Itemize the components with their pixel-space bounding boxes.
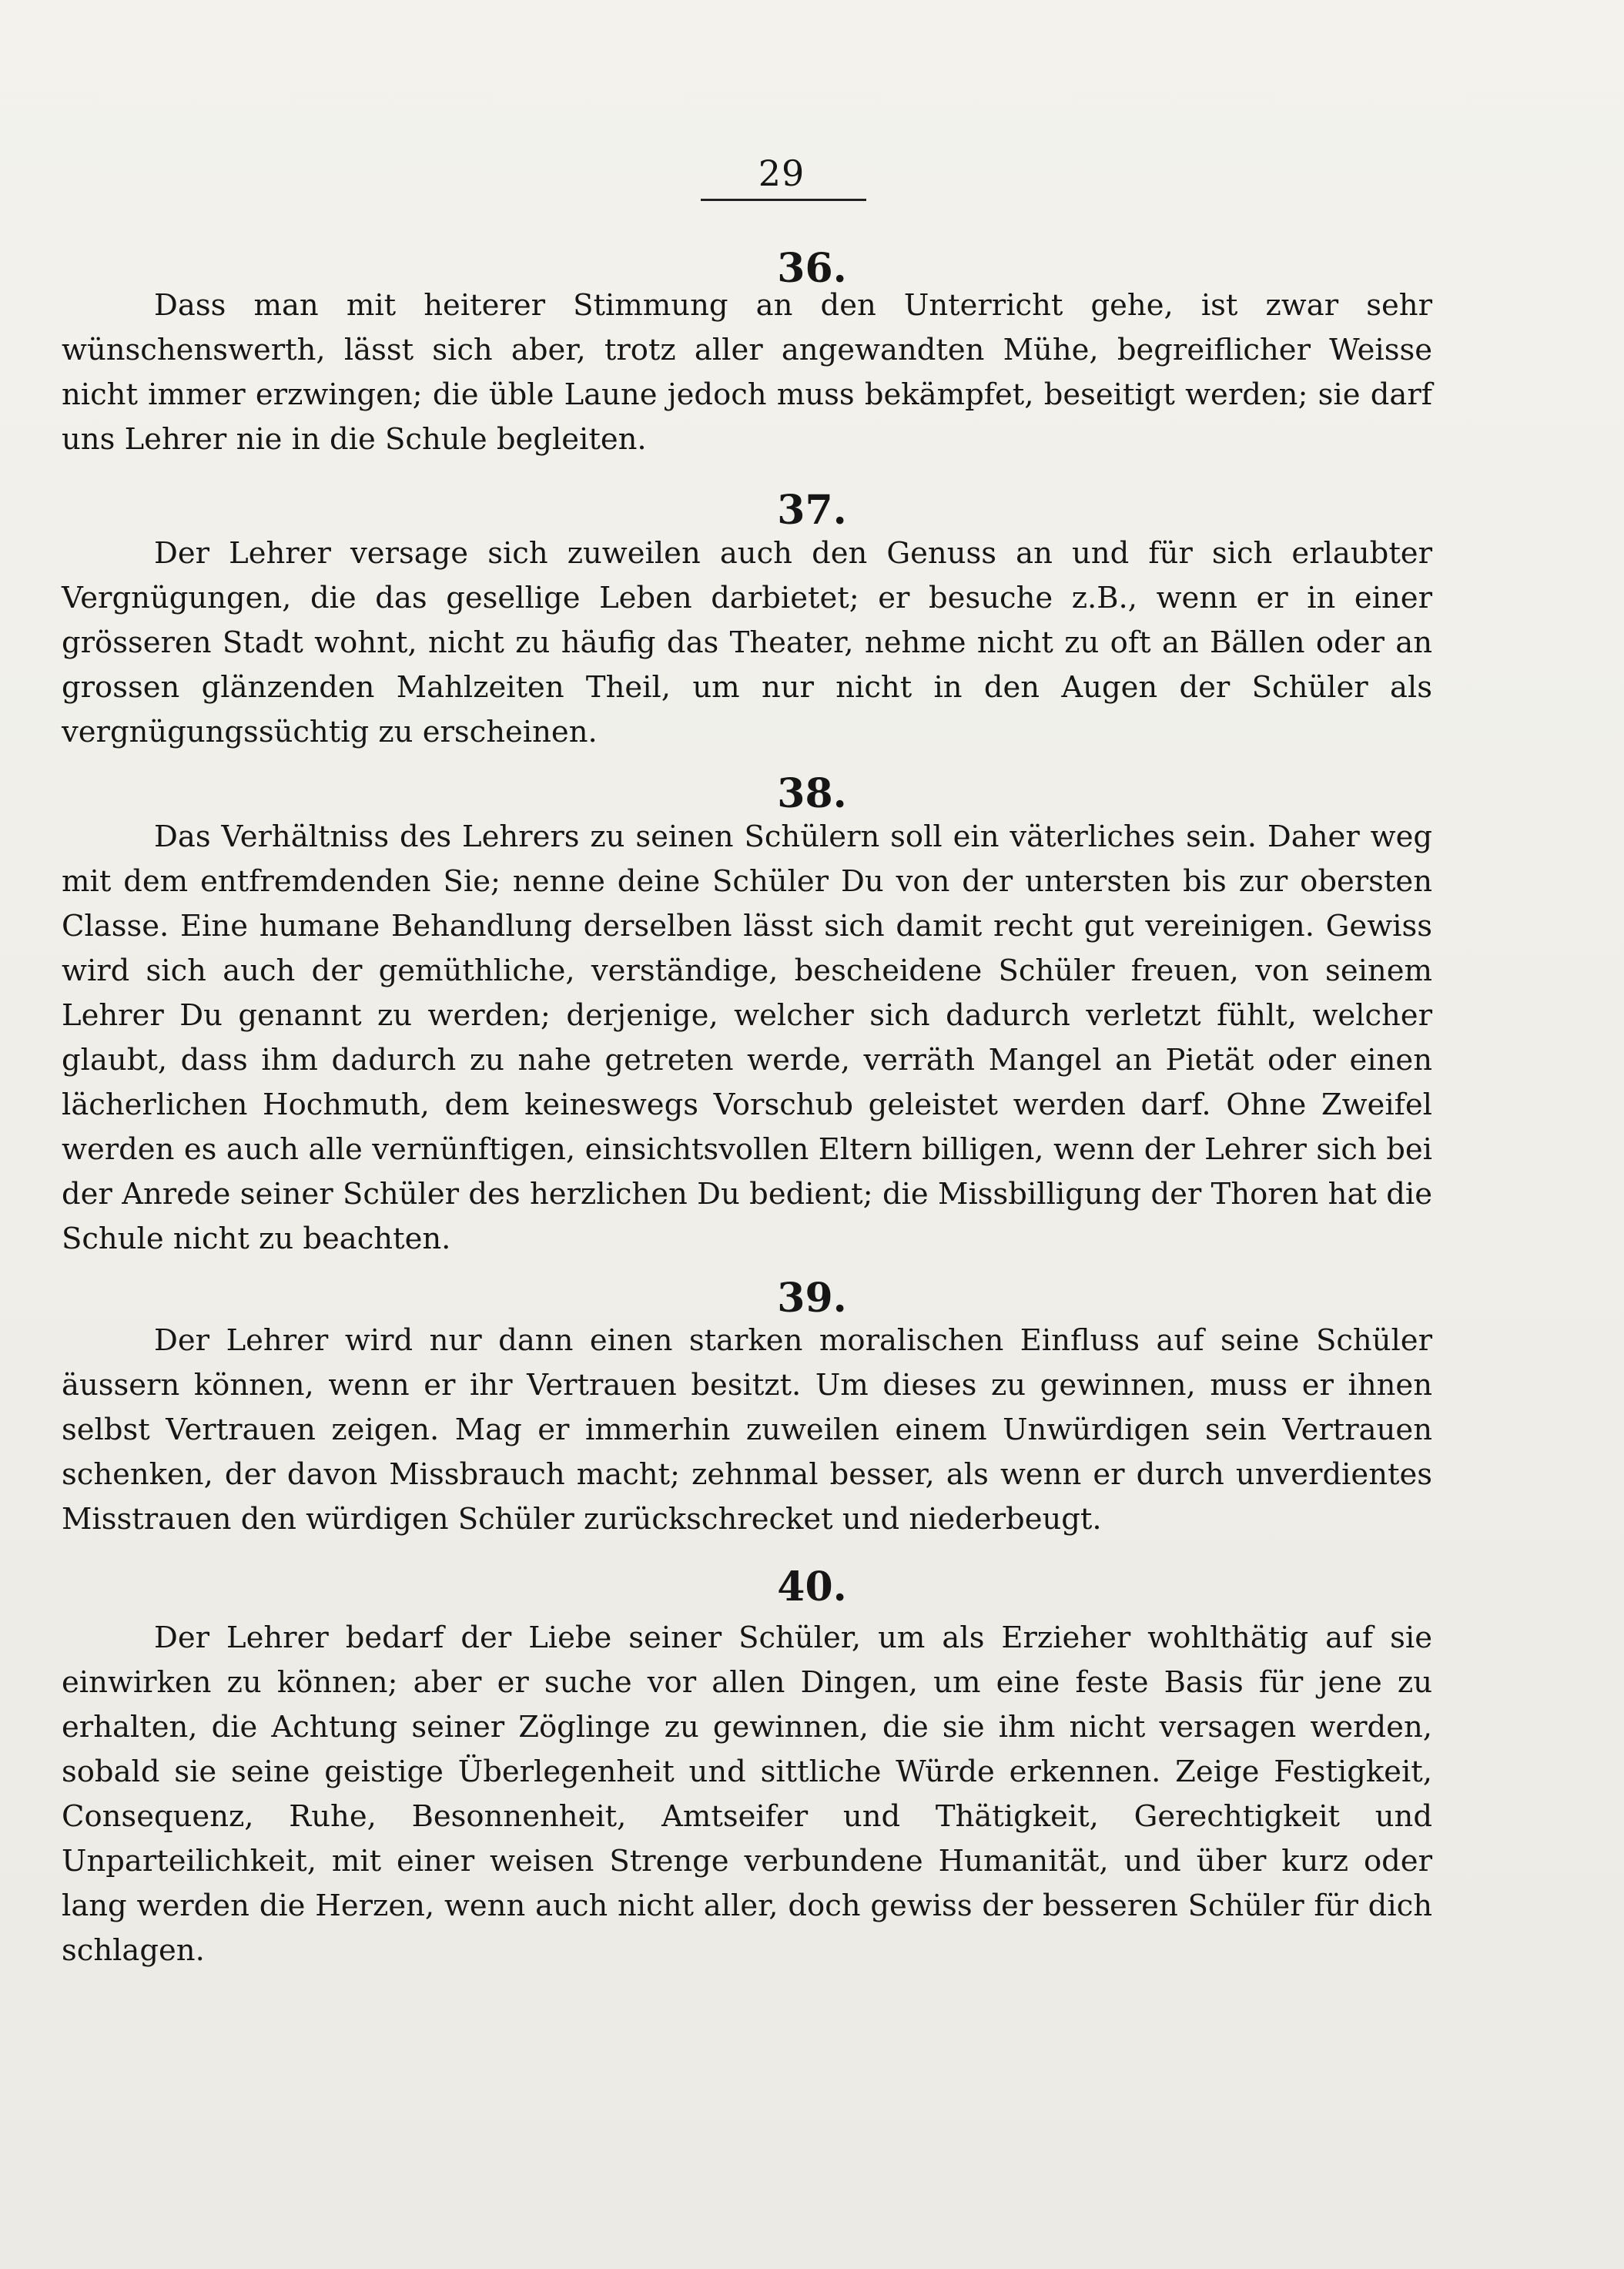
section-text-37: Der Lehrer versage sich zuweilen auch den Genuss an und für sich erlaubter Vergnügungen, die das gesellige Leben darbietet; er besuche z.B., wenn er in einer grösseren Stadt wohnt, nicht zu häufig das Theater, nehme nicht zu oft an Bällen oder an grossen glänzenden Mahlzeiten Theil, um nur nicht in den Augen der Schüler als vergnügungssüchtig zu erscheinen. — [62, 536, 1432, 749]
page-number: 29 — [758, 152, 805, 194]
section-text-39: Der Lehrer wird nur dann einen starken moralischen Einfluss auf seine Schüler äussern können, wenn er ihr Vertrauen besitzt. Um dieses zu gewinnen, muss er ihnen selbst Vertrauen zeigen. Mag er immerhin zuweilen einem Unwürdigen sein Vertrauen schenken, der davon Missbrauch macht; zehnmal besser, als wenn er durch unverdientes Misstrauen den würdigen Schüler zurückschrecket und niederbeugt. — [62, 1323, 1432, 1537]
section-number-36: 36. — [777, 245, 847, 292]
header-rule — [701, 199, 866, 201]
section-number-39: 39. — [777, 1275, 847, 1322]
section-number-37: 37. — [777, 487, 847, 534]
section-text-36: Dass man mit heiterer Stimmung an den Unterricht gehe, ist zwar sehr wünschenswerth, lässt sich aber, trotz aller angewandten Mühe, begreiflicher Weisse nicht immer erzwingen; die üble Laune jedoch muss bekämpfet, beseitigt werden; sie darf uns Lehrer nie in die Schule begleiten. — [62, 288, 1432, 457]
section-number-38: 38. — [777, 770, 847, 817]
section-number-40: 40. — [777, 1563, 847, 1610]
section-text-38: Das Verhältniss des Lehrers zu seinen Schülern soll ein väterliches sein. Daher weg mit dem entfremdenden Sie; nenne deine Schüler Du von der untersten bis zur obersten Classe. Eine humane Behandlung derselben lässt sich damit recht gut vereinigen. Gewiss wird sich auch der gemüthliche, verständige, bescheidene Schüler freuen, von seinem Lehrer Du genannt zu werden; derjenige, welcher sich dadurch verletzt fühlt, welcher glaubt, dass ihm dadurch zu nahe getreten werde, verräth Mangel an Pietät oder einen lächerlichen Hochmuth, dem keineswegs Vorschub geleistet werden darf. Ohne Zweifel werden es auch alle vernünftigen, einsichtsvollen Eltern billigen, wenn der Lehrer sich bei der Anrede seiner Schüler des herzlichen Du bedient; die Missbilligung der Thoren hat die Schule nicht zu beachten. — [62, 819, 1432, 1256]
section-text-40: Der Lehrer bedarf der Liebe seiner Schüler, um als Erzieher wohlthätig auf sie einwirken zu können; aber er suche vor allen Dingen, um eine feste Basis für jene zu erhalten, die Achtung seiner Zöglinge zu gewinnen, die sie ihm nicht versagen werden, sobald sie seine geistige Überlegenheit und sittliche Würde erkennen. Zeige Festigkeit, Consequenz, Ruhe, Besonnenheit, Amtseifer und Thätigkeit, Gerechtigkeit und Unparteilichkeit, mit einer weisen Strenge verbundene Humanität, und über kurz oder lang werden die Herzen, wenn auch nicht aller, doch gewiss der besseren Schüler für dich schlagen. — [62, 1620, 1432, 1968]
